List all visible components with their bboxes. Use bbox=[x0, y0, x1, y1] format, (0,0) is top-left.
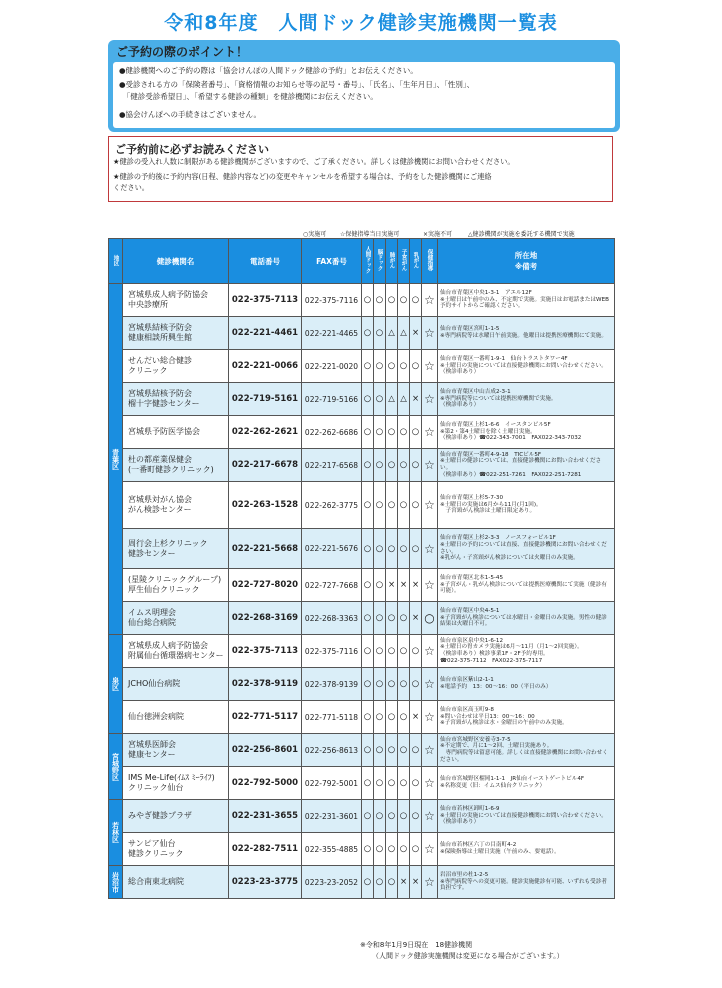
header-col: 脳ドック bbox=[374, 239, 386, 284]
availability-mark: × bbox=[398, 569, 410, 602]
guidance-mark: ☆ bbox=[422, 701, 438, 734]
availability-mark: ○ bbox=[398, 767, 410, 800]
clinic-address: 仙台市青葉区宮町1-1-5 ※専門病院等は水曜日午前実施。他曜日は提携医療機関にて実施。 bbox=[438, 317, 615, 350]
availability-mark: ○ bbox=[386, 701, 398, 734]
guidance-mark: ☆ bbox=[422, 833, 438, 866]
guidance-mark: ☆ bbox=[422, 416, 438, 449]
guidance-mark: ☆ bbox=[422, 734, 438, 767]
clinic-address: 仙台市青葉区一番町4-9-18 TICビル5F ※土曜日の健診については、直接健診機関にお問い合わせください。 （検診車あり）☎022-251-7261 FAX022-251-7281 bbox=[438, 449, 615, 482]
availability-mark: ○ bbox=[410, 833, 422, 866]
availability-mark: ○ bbox=[374, 866, 386, 899]
availability-mark: ○ bbox=[386, 668, 398, 701]
availability-mark: ○ bbox=[386, 482, 398, 529]
availability-mark: ○ bbox=[374, 416, 386, 449]
availability-mark: ○ bbox=[362, 734, 374, 767]
availability-mark: ○ bbox=[386, 833, 398, 866]
clinic-fax: 022-217-6568 bbox=[302, 449, 362, 482]
clinic-name: 周行会上杉クリニック 健診センター bbox=[123, 529, 229, 569]
clinic-fax: 022-221-4465 bbox=[302, 317, 362, 350]
availability-mark: × bbox=[410, 866, 422, 899]
reservation-points-heading: ご予約の際のポイント！ bbox=[116, 45, 249, 59]
availability-mark: ○ bbox=[386, 529, 398, 569]
clinic-name: 杜の都産業保健会 (一番町健診クリニック) bbox=[123, 449, 229, 482]
clinic-name: JCHO仙台病院 bbox=[123, 668, 229, 701]
point-line: ●協会けんぽへの手続きはございません。 bbox=[119, 110, 261, 119]
table-row bbox=[109, 569, 615, 602]
availability-mark: ○ bbox=[362, 482, 374, 529]
clinic-address: 仙台市青葉区上杉5-7-30 ※土曜日の実施は6月から11月(月1回)。 子宮頸がん検診は土曜日限定あり。 bbox=[438, 482, 615, 529]
availability-mark: × bbox=[410, 383, 422, 416]
point-line: ●健診機関へのご予約の際は「協会けんぽの人間ドック健診の予約」とお伝えください。 bbox=[119, 66, 418, 75]
availability-mark: ○ bbox=[362, 416, 374, 449]
legend-outsourced: △健診機関が実施を委託する機関で実施 bbox=[468, 231, 575, 238]
caution-heading: ご予約前に必ずお読みください bbox=[115, 143, 269, 156]
region-label: 泉区 bbox=[109, 635, 123, 734]
availability-mark: ○ bbox=[386, 734, 398, 767]
clinic-tel: 022-231-3655 bbox=[229, 800, 302, 833]
table-row bbox=[109, 350, 615, 383]
clinic-tel: 022-268-3169 bbox=[229, 602, 302, 635]
table-row bbox=[109, 284, 615, 317]
table-row bbox=[109, 635, 615, 668]
availability-mark: ○ bbox=[374, 569, 386, 602]
guidance-mark: ☆ bbox=[422, 383, 438, 416]
caution-panel bbox=[108, 136, 613, 202]
availability-mark: ○ bbox=[398, 350, 410, 383]
clinic-fax: 022-771-5118 bbox=[302, 701, 362, 734]
clinic-address: 仙台市青葉区上杉1-6-6 イースタンビル5F ※第2・第4土曜日を除く土曜日実施。 （検診車あり）☎022-343-7001 FAX022-343-7032 bbox=[438, 416, 615, 449]
table-row bbox=[109, 416, 615, 449]
availability-mark: ○ bbox=[374, 602, 386, 635]
clinic-fax: 0223-23-2052 bbox=[302, 866, 362, 899]
clinic-address: 仙台市青葉区一番町1-9-1 仙台トラストタワー4F ※土曜日の実施については直接健診機関にお問い合わせください。 （検診車あり） bbox=[438, 350, 615, 383]
availability-mark: ○ bbox=[410, 449, 422, 482]
availability-mark: ○ bbox=[410, 284, 422, 317]
clinic-address: 仙台市宮城野区安養寺3-7-5 ※不定期で、月に1～2回、土曜日実施あり。 専門病院等は留意可能。詳しくは直接健診機関にお問い合わせください。 bbox=[438, 734, 615, 767]
availability-mark: △ bbox=[398, 317, 410, 350]
footer-change-note: （人間ドック健診実施機関は変更になる場合がございます。） bbox=[372, 952, 564, 960]
availability-mark: ○ bbox=[374, 350, 386, 383]
availability-mark: ○ bbox=[398, 449, 410, 482]
clinic-address: 仙台市青葉区上杉2-3-3 ノースフォービル1F ※土曜日の予約については直接、直接健診機関にお問い合わせください。 ※乳がん・子宮頸がん検診については火曜日のみ実施。 bbox=[438, 529, 615, 569]
availability-mark: ○ bbox=[374, 734, 386, 767]
guidance-mark: ☆ bbox=[422, 529, 438, 569]
availability-mark: ○ bbox=[374, 701, 386, 734]
table-row bbox=[109, 701, 615, 734]
guidance-mark: ☆ bbox=[422, 635, 438, 668]
availability-mark: ○ bbox=[362, 767, 374, 800]
availability-mark: ○ bbox=[374, 767, 386, 800]
clinic-name: 宮城県医師会 健康センター bbox=[123, 734, 229, 767]
availability-mark: ○ bbox=[398, 602, 410, 635]
clinic-fax: 022-221-0020 bbox=[302, 350, 362, 383]
table-row bbox=[109, 482, 615, 529]
reservation-points-panel bbox=[108, 40, 620, 132]
availability-mark: ○ bbox=[386, 284, 398, 317]
guidance-mark: ☆ bbox=[422, 569, 438, 602]
header-col: 乳がん bbox=[410, 239, 422, 284]
legend-available: ○実施可 bbox=[303, 231, 327, 238]
availability-mark: ○ bbox=[386, 635, 398, 668]
clinic-tel: 022-375-7113 bbox=[229, 635, 302, 668]
guidance-mark: ☆ bbox=[422, 317, 438, 350]
availability-mark: × bbox=[386, 569, 398, 602]
clinic-tel: 0223-23-3775 bbox=[229, 866, 302, 899]
guidance-mark: ☆ bbox=[422, 800, 438, 833]
point-line: 「健診受診希望日」、「希望する健診の種類」を健診機関にお伝えください。 bbox=[119, 92, 378, 101]
availability-mark: ○ bbox=[362, 529, 374, 569]
availability-mark: ○ bbox=[398, 529, 410, 569]
availability-mark: ○ bbox=[374, 668, 386, 701]
clinic-tel: 022-256-8601 bbox=[229, 734, 302, 767]
header-col: 人間ドック bbox=[362, 239, 374, 284]
availability-mark: ○ bbox=[398, 635, 410, 668]
availability-mark: ○ bbox=[362, 800, 374, 833]
availability-mark: ○ bbox=[362, 317, 374, 350]
clinic-name: 宮城県結核予防会 健康相談所興生館 bbox=[123, 317, 229, 350]
clinic-tel: 022-263-1528 bbox=[229, 482, 302, 529]
clinic-name: せんだい総合健診 クリニック bbox=[123, 350, 229, 383]
guidance-mark: ☆ bbox=[422, 284, 438, 317]
clinic-fax: 022-262-3775 bbox=[302, 482, 362, 529]
region-label: 若林区 bbox=[109, 800, 123, 866]
clinic-fax: 022-262-6686 bbox=[302, 416, 362, 449]
availability-mark: ○ bbox=[362, 668, 374, 701]
clinic-tel: 022-792-5000 bbox=[229, 767, 302, 800]
clinic-tel: 022-719-5161 bbox=[229, 383, 302, 416]
caution-line: ください。 bbox=[113, 183, 149, 192]
availability-mark: × bbox=[410, 602, 422, 635]
availability-mark: ○ bbox=[386, 800, 398, 833]
clinic-tel: 022-221-4461 bbox=[229, 317, 302, 350]
availability-mark: ○ bbox=[410, 416, 422, 449]
caution-line: ★健診の受入れ人数に制限がある健診機関がございますので、ご了承ください。詳しくは健診機関にお問い合わせください。 bbox=[113, 157, 515, 166]
header-col: 肺がん bbox=[386, 239, 398, 284]
availability-mark: ○ bbox=[386, 416, 398, 449]
availability-mark: ○ bbox=[410, 668, 422, 701]
table-row bbox=[109, 449, 615, 482]
table-row bbox=[109, 529, 615, 569]
availability-mark: ○ bbox=[398, 701, 410, 734]
clinic-address: 仙台市泉区高玉町9-8 ※問い合わせは平日13：00～16：00 ※子宮頸がん検診は水・金曜日の午前中のみ実施。 bbox=[438, 701, 615, 734]
availability-mark: ○ bbox=[362, 833, 374, 866]
clinic-tel: 022-262-2621 bbox=[229, 416, 302, 449]
clinic-address: 仙台市青葉区中央1-3-1 アエル12F ※土曜日は午前中のみ、不定期で実施。実施日はお電話またはWEB予約サイトからご確認ください。 bbox=[438, 284, 615, 317]
availability-mark: ○ bbox=[362, 701, 374, 734]
clinic-fax: 022-256-8613 bbox=[302, 734, 362, 767]
clinic-fax: 022-719-5166 bbox=[302, 383, 362, 416]
availability-mark: ○ bbox=[410, 734, 422, 767]
clinic-address: 岩沼市里の杜1-2-5 ※専門病院等への変更可能。健診実施健診有可能、いずれも受診者負担です。 bbox=[438, 866, 615, 899]
availability-mark: ○ bbox=[398, 833, 410, 866]
availability-mark: ○ bbox=[410, 529, 422, 569]
clinic-fax: 022-378-9139 bbox=[302, 668, 362, 701]
availability-mark: ○ bbox=[362, 602, 374, 635]
clinic-tel: 022-221-0066 bbox=[229, 350, 302, 383]
clinic-tel: 022-282-7511 bbox=[229, 833, 302, 866]
availability-mark: × bbox=[398, 866, 410, 899]
header-fax: FAX番号 bbox=[302, 239, 362, 284]
clinic-fax: 022-375-7116 bbox=[302, 284, 362, 317]
availability-mark: ○ bbox=[362, 635, 374, 668]
clinic-tel: 022-771-5117 bbox=[229, 701, 302, 734]
availability-mark: ○ bbox=[398, 734, 410, 767]
clinic-fax: 022-268-3363 bbox=[302, 602, 362, 635]
availability-mark: ○ bbox=[410, 482, 422, 529]
availability-mark: ○ bbox=[362, 866, 374, 899]
clinic-name: サンピア仙台 健診クリニック bbox=[123, 833, 229, 866]
table-row bbox=[109, 668, 615, 701]
clinic-address: 仙台市宮城野区榴岡1-1-1 JR仙台イーストゲートビル4F ※名称変更（旧：イムス仙台クリニック） bbox=[438, 767, 615, 800]
region-label: 宮城野区 bbox=[109, 734, 123, 800]
availability-mark: ○ bbox=[374, 482, 386, 529]
availability-mark: ○ bbox=[374, 529, 386, 569]
availability-mark: ○ bbox=[398, 668, 410, 701]
clinic-address: 仙台市泉区紫山2-1-1 ※電話予約 13：00～16：00（平日のみ） bbox=[438, 668, 615, 701]
header-region: 地区 bbox=[109, 239, 123, 284]
guidance-mark: ☆ bbox=[422, 668, 438, 701]
guidance-mark: ☆ bbox=[422, 767, 438, 800]
availability-mark: ○ bbox=[386, 767, 398, 800]
header-name: 健診機関名 bbox=[123, 239, 229, 284]
availability-mark: ○ bbox=[374, 284, 386, 317]
availability-mark: ○ bbox=[374, 833, 386, 866]
clinic-fax: 022-355-4885 bbox=[302, 833, 362, 866]
availability-mark: △ bbox=[398, 383, 410, 416]
availability-mark: ○ bbox=[386, 350, 398, 383]
clinic-address: 仙台市泉区泉中央1-6-12 ※土曜日の胃カメラ実施は6月～11月（月1～2回実施）。 （検診車あり）検診事業1F・2F予約専用。 ☎022-375-7112 FAX022-375-7117 bbox=[438, 635, 615, 668]
clinic-name: 宮城県成人病予防協会 中央診療所 bbox=[123, 284, 229, 317]
availability-mark: × bbox=[410, 701, 422, 734]
clinic-tel: 022-375-7113 bbox=[229, 284, 302, 317]
legend-same-day-guidance: ☆保健指導当日実施可 bbox=[340, 231, 400, 238]
guidance-mark: ○ bbox=[422, 602, 438, 635]
availability-mark: ○ bbox=[398, 482, 410, 529]
point-line: ●受診される方の「保険者番号」、「資格情報のお知らせ等の記号・番号」、「氏名」、「生年月日」、「性別」、 bbox=[119, 80, 475, 89]
clinic-name: 総合南東北病院 bbox=[123, 866, 229, 899]
availability-mark: ○ bbox=[410, 635, 422, 668]
clinic-address: 仙台市青葉区中央4-5-1 ※子宮頸がん検診については水曜日・金曜日のみ実施。男性の健診結果は火曜日不可。 bbox=[438, 602, 615, 635]
table-row bbox=[109, 734, 615, 767]
clinic-name: 宮城県対がん協会 がん検診センター bbox=[123, 482, 229, 529]
clinic-tel: 022-378-9119 bbox=[229, 668, 302, 701]
table-row bbox=[109, 866, 615, 899]
reservation-points-body bbox=[113, 62, 615, 128]
availability-mark: ○ bbox=[374, 449, 386, 482]
clinic-tel: 022-727-8020 bbox=[229, 569, 302, 602]
clinic-table bbox=[108, 238, 615, 899]
availability-mark: ○ bbox=[398, 416, 410, 449]
clinic-address: 仙台市若林区卸町1-6-9 ※土曜日の実施については直接健診機関にお問い合わせください。 （検診車あり） bbox=[438, 800, 615, 833]
guidance-mark: ☆ bbox=[422, 482, 438, 529]
clinic-name: イムス明理会 仙台総合病院 bbox=[123, 602, 229, 635]
availability-mark: ○ bbox=[386, 866, 398, 899]
table-row bbox=[109, 317, 615, 350]
clinic-name: 宮城県予防医学協会 bbox=[123, 416, 229, 449]
clinic-name: IMS Me-Life(ｲﾑｽ ﾐｰﾗｲﾌ) クリニック仙台 bbox=[123, 767, 229, 800]
caution-line: ★健診の予約後に予約内容(日程、健診内容など)の変更やキャンセルを希望する場合は、予約をした健診機関にご連絡 bbox=[113, 172, 492, 181]
clinic-name: 宮城県結核予防会 榴十字健診センター bbox=[123, 383, 229, 416]
header-address: 所在地 ※備考 bbox=[438, 239, 615, 284]
availability-mark: ○ bbox=[362, 569, 374, 602]
availability-mark: ○ bbox=[374, 635, 386, 668]
table-row bbox=[109, 767, 615, 800]
clinic-name: 仙台徳洲会病院 bbox=[123, 701, 229, 734]
clinic-fax: 022-375-7116 bbox=[302, 635, 362, 668]
availability-mark: ○ bbox=[398, 284, 410, 317]
availability-mark: ○ bbox=[410, 800, 422, 833]
availability-mark: ○ bbox=[362, 284, 374, 317]
clinic-name: みやぎ健診プラザ bbox=[123, 800, 229, 833]
region-label: 青葉区 bbox=[109, 284, 123, 635]
legend-unavailable: ×実施不可 bbox=[423, 231, 453, 238]
clinic-fax: 022-231-3601 bbox=[302, 800, 362, 833]
clinic-fax: 022-792-5001 bbox=[302, 767, 362, 800]
clinic-address: 仙台市青葉区中山吉成2-3-1 ※専門病院等については提携医療機関で実施。 （検診車あり） bbox=[438, 383, 615, 416]
availability-mark: ○ bbox=[386, 449, 398, 482]
availability-mark: ○ bbox=[398, 800, 410, 833]
guidance-mark: ☆ bbox=[422, 350, 438, 383]
clinic-tel: 022-221-5668 bbox=[229, 529, 302, 569]
availability-mark: ○ bbox=[410, 767, 422, 800]
availability-mark: ○ bbox=[410, 350, 422, 383]
availability-mark: ○ bbox=[362, 350, 374, 383]
region-label: 岩沼市 bbox=[109, 866, 123, 899]
page-title: 令和8年度 人間ドック健診実施機関一覧表 bbox=[164, 12, 558, 34]
clinic-address: 仙台市青葉区北本1-5-45 ※子宮がん・乳がん検診については提携医療機関にて実施（健診有可能）。 bbox=[438, 569, 615, 602]
clinic-fax: 022-221-5676 bbox=[302, 529, 362, 569]
availability-mark: ○ bbox=[374, 800, 386, 833]
table-row bbox=[109, 800, 615, 833]
table-row bbox=[109, 383, 615, 416]
table-row bbox=[109, 602, 615, 635]
availability-mark: ○ bbox=[362, 383, 374, 416]
clinic-name: 宮城県成人病予防協会 附属仙台循環器病センター bbox=[123, 635, 229, 668]
guidance-mark: ☆ bbox=[422, 866, 438, 899]
availability-mark: × bbox=[410, 317, 422, 350]
availability-mark: × bbox=[410, 569, 422, 602]
footer-date-note: ※令和8年1月9日現在 18健診機関 bbox=[360, 941, 473, 949]
clinic-tel: 022-217-6678 bbox=[229, 449, 302, 482]
header-tel: 電話番号 bbox=[229, 239, 302, 284]
availability-mark: △ bbox=[386, 317, 398, 350]
header-col: 子宮がん bbox=[398, 239, 410, 284]
availability-mark: △ bbox=[386, 383, 398, 416]
availability-mark: ○ bbox=[374, 317, 386, 350]
clinic-address: 仙台市若林区六丁の目南町4-2 ※保険指導は土曜日実施（午前のみ、要電話）。 bbox=[438, 833, 615, 866]
availability-mark: ○ bbox=[386, 602, 398, 635]
availability-mark: ○ bbox=[362, 449, 374, 482]
table-row bbox=[109, 833, 615, 866]
guidance-mark: ☆ bbox=[422, 449, 438, 482]
availability-mark: ○ bbox=[374, 383, 386, 416]
header-col: 保健指導 bbox=[422, 239, 438, 284]
clinic-name: (星陵クリニックグループ) 厚生仙台クリニック bbox=[123, 569, 229, 602]
clinic-fax: 022-727-7668 bbox=[302, 569, 362, 602]
